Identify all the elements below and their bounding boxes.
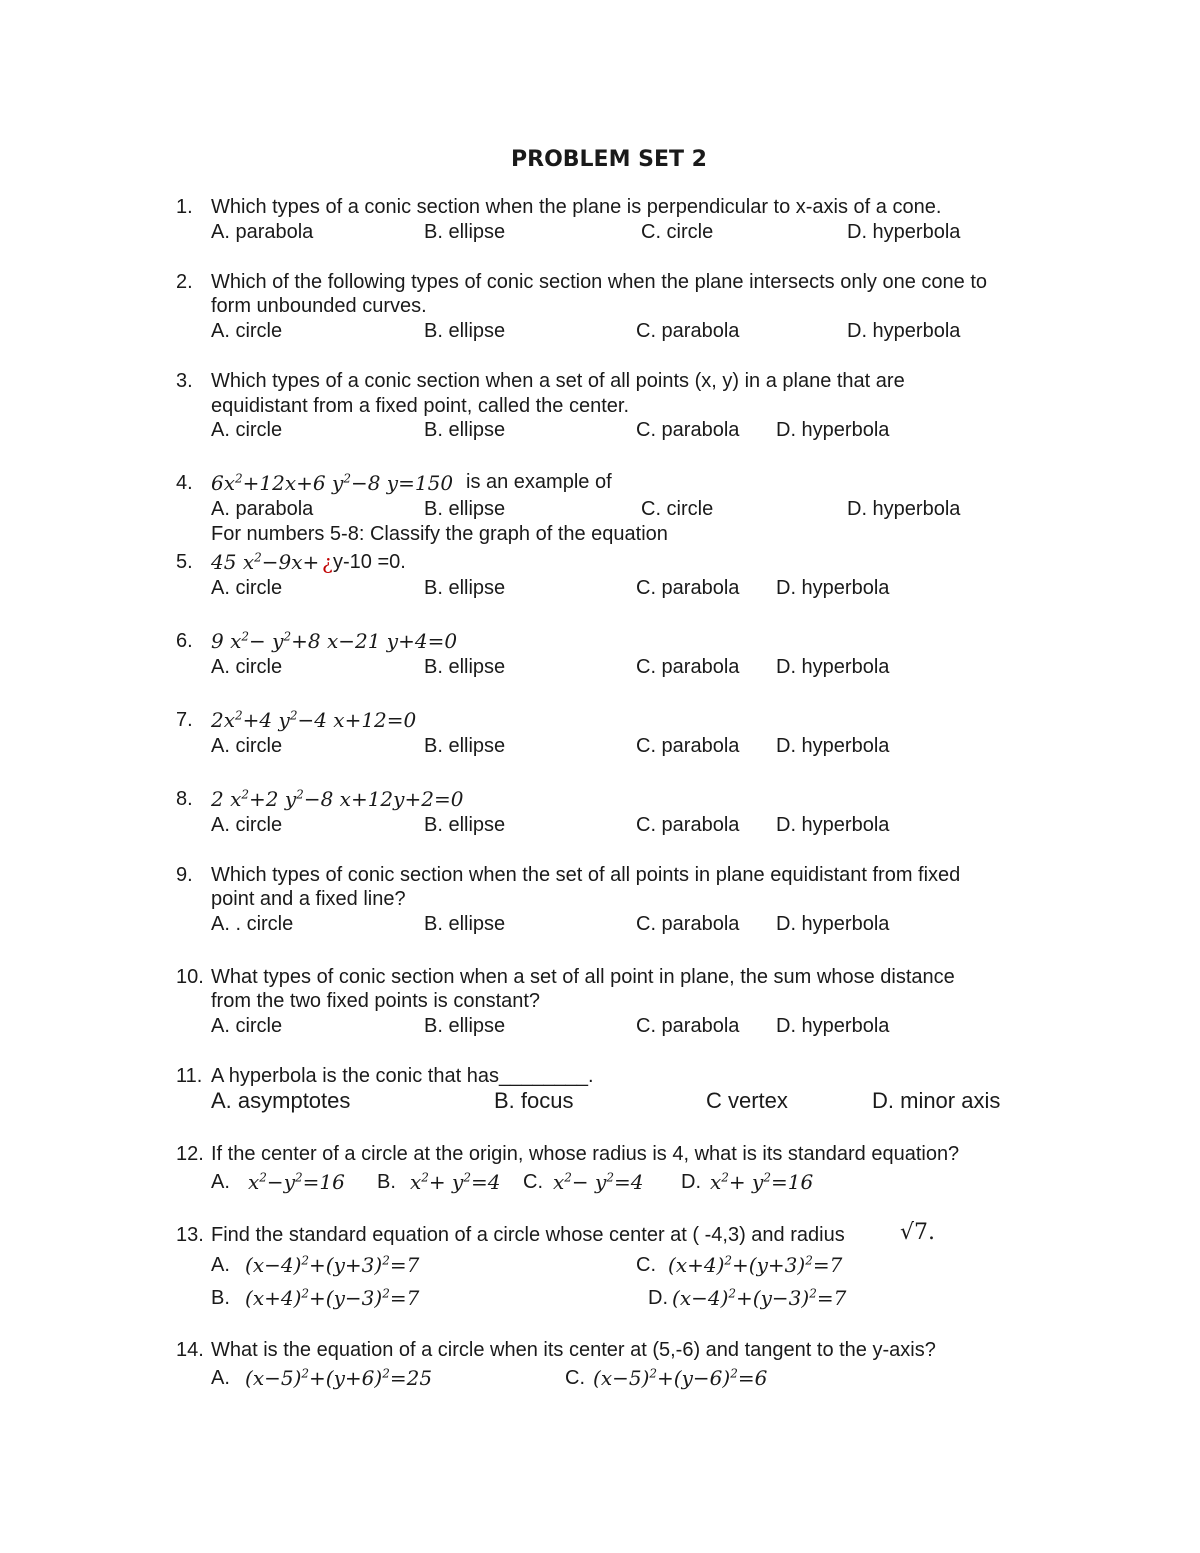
q13-option-d-label: D. <box>648 1287 668 1309</box>
q8-option-d: D. hyperbola <box>776 814 890 836</box>
q12-text: If the center of a circle at the origin, whose radius is 4, what is its standard equation? <box>211 1143 960 1165</box>
q14-number: 14. <box>176 1339 204 1361</box>
q13-radius-sqrt7: √7. <box>900 1220 936 1245</box>
q12-option-c-equation: $x^2- y^2=4$ <box>553 1170 644 1194</box>
q7-option-a: A. circle <box>211 735 283 757</box>
q2-option-b: B. ellipse <box>424 320 506 342</box>
q3-option-b: B. ellipse <box>424 419 506 441</box>
q11-option-a: A. asymptotes <box>211 1088 351 1113</box>
q7-equation: $2x^2+4$ $y^2-4$ x+12=0 <box>211 708 417 732</box>
q4-equation: $6x^2+12x+6$ $y^2-8$ y=150 <box>211 471 454 495</box>
q12-option-d-label: D. <box>681 1171 701 1193</box>
q14-text: What is the equation of a circle when its center at (5,-6) and tangent to the y-axis? <box>211 1339 936 1361</box>
q6-option-b: B. ellipse <box>424 656 506 678</box>
q4-option-a: A. parabola <box>211 498 314 520</box>
q2-text-line2: form unbounded curves. <box>211 295 427 317</box>
q1-text: Which types of a conic section when the plane is perpendicular to x-axis of a cone. <box>211 196 942 218</box>
q8-number: 8. <box>176 788 193 810</box>
q3-option-c: C. parabola <box>636 419 740 441</box>
q14-option-c-label: C. <box>565 1367 585 1389</box>
q13-option-b-equation: $(x+4)^2+(y-3)^2=7$ <box>245 1286 420 1310</box>
q9-option-d: D. hyperbola <box>776 913 890 935</box>
q3-option-a: A. circle <box>211 419 283 441</box>
q1-number: 1. <box>176 196 193 218</box>
q2-number: 2. <box>176 271 193 293</box>
q4-option-d: D. hyperbola <box>847 498 961 520</box>
q13-option-c-label: C. <box>636 1254 656 1276</box>
q9-option-c: C. parabola <box>636 913 740 935</box>
q2-text-line1: Which of the following types of conic section when the plane intersects only one cone to <box>211 271 988 293</box>
q13-text: Find the standard equation of a circle whose center at ( -4,3) and radius <box>211 1224 845 1246</box>
q8-equation: 2 $x^2+2$ $y^2-8$ x+12y+2=0 <box>211 787 464 811</box>
q5-option-c: C. parabola <box>636 577 740 599</box>
q13-option-a-equation: $(x-4)^2+(y+3)^2=7$ <box>245 1253 420 1277</box>
instruction: For numbers 5-8: Classify the graph of the equation <box>211 523 668 545</box>
q13-option-a-label: A. <box>211 1254 230 1276</box>
q10-option-d: D. hyperbola <box>776 1015 890 1037</box>
q6-equation: 9 $x^2- y^2+8$ x−21 y+4=0 <box>211 629 458 653</box>
q2-option-d: D. hyperbola <box>847 320 961 342</box>
q12-option-a-label: A. <box>211 1171 230 1193</box>
q1-option-b: B. ellipse <box>424 221 506 243</box>
q12-option-a-equation: $x^2-y^2=16$ <box>248 1170 345 1194</box>
q8-option-b: B. ellipse <box>424 814 506 836</box>
q5-marker: ¿ <box>322 550 333 574</box>
q11-option-c: C vertex <box>706 1088 788 1113</box>
q5-text: y-10 =0. <box>333 551 406 573</box>
q11-number: 11. <box>176 1065 203 1087</box>
q10-text-line1: What types of conic section when a set of all point in plane, the sum whose distance <box>211 966 955 988</box>
q1-option-d: D. hyperbola <box>847 221 961 243</box>
q13-option-c-equation: $(x+4)^2+(y+3)^2=7$ <box>668 1253 843 1277</box>
q4-option-c: C. circle <box>641 498 714 520</box>
q12-option-b-label: B. <box>377 1171 396 1193</box>
q13-number: 13. <box>176 1224 204 1246</box>
q13-option-d-equation: $(x-4)^2+(y-3)^2=7$ <box>672 1286 847 1310</box>
q12-option-c-label: C. <box>523 1171 543 1193</box>
q4-number: 4. <box>176 472 193 494</box>
q10-option-a: A. circle <box>211 1015 283 1037</box>
q12-option-d-equation: $x^2+ y^2=16$ <box>710 1170 814 1194</box>
q9-number: 9. <box>176 864 193 886</box>
q3-text-line2: equidistant from a fixed point, called the center. <box>211 395 630 417</box>
q14-option-a-equation: $(x-5)^2+(y+6)^2=25$ <box>245 1366 433 1390</box>
q7-option-c: C. parabola <box>636 735 740 757</box>
q1-option-c: C. circle <box>641 221 714 243</box>
q6-option-a: A. circle <box>211 656 283 678</box>
q5-option-d: D. hyperbola <box>776 577 890 599</box>
q2-option-c: C. parabola <box>636 320 740 342</box>
q10-number: 10. <box>176 966 204 988</box>
q6-option-d: D. hyperbola <box>776 656 890 678</box>
q1-option-a: A. parabola <box>211 221 314 243</box>
q12-option-b-equation: $x^2+ y^2=4$ <box>410 1170 501 1194</box>
q9-option-b: B. ellipse <box>424 913 506 935</box>
q6-option-c: C. parabola <box>636 656 740 678</box>
q10-option-c: C. parabola <box>636 1015 740 1037</box>
q7-option-d: D. hyperbola <box>776 735 890 757</box>
q13-option-b-label: B. <box>211 1287 230 1309</box>
q8-option-a: A. circle <box>211 814 283 836</box>
q12-number: 12. <box>176 1143 204 1165</box>
page-title: PROBLEM SET 2 <box>511 147 707 172</box>
q5-number: 5. <box>176 551 193 573</box>
q11-option-b: B. focus <box>494 1088 574 1113</box>
q4-option-b: B. ellipse <box>424 498 506 520</box>
q9-option-a: A. . circle <box>211 913 294 935</box>
q3-number: 3. <box>176 370 193 392</box>
q5-option-a: A. circle <box>211 577 283 599</box>
q10-option-b: B. ellipse <box>424 1015 506 1037</box>
q7-number: 7. <box>176 709 193 731</box>
q9-text-line2: point and a fixed line? <box>211 888 406 910</box>
q3-text-line1: Which types of a conic section when a set of all points (x, y) in a plane that are <box>211 370 905 392</box>
q8-option-c: C. parabola <box>636 814 740 836</box>
q2-option-a: A. circle <box>211 320 283 342</box>
q3-option-d: D. hyperbola <box>776 419 890 441</box>
q5-equation: 45 $x^2-9x+$ <box>211 550 320 574</box>
q14-option-a-label: A. <box>211 1367 230 1389</box>
q5-option-b: B. ellipse <box>424 577 506 599</box>
q14-option-c-equation: $(x-5)^2+(y-6)^2=6$ <box>593 1366 768 1390</box>
q11-text: A hyperbola is the conic that has________. <box>211 1065 594 1087</box>
q6-number: 6. <box>176 630 193 652</box>
q11-option-d: D. minor axis <box>872 1088 1001 1113</box>
q7-option-b: B. ellipse <box>424 735 506 757</box>
q4-text: is an example of <box>466 471 612 493</box>
q9-text-line1: Which types of conic section when the set of all points in plane equidistant from fixed <box>211 864 961 886</box>
q10-text-line2: from the two fixed points is constant? <box>211 990 541 1012</box>
